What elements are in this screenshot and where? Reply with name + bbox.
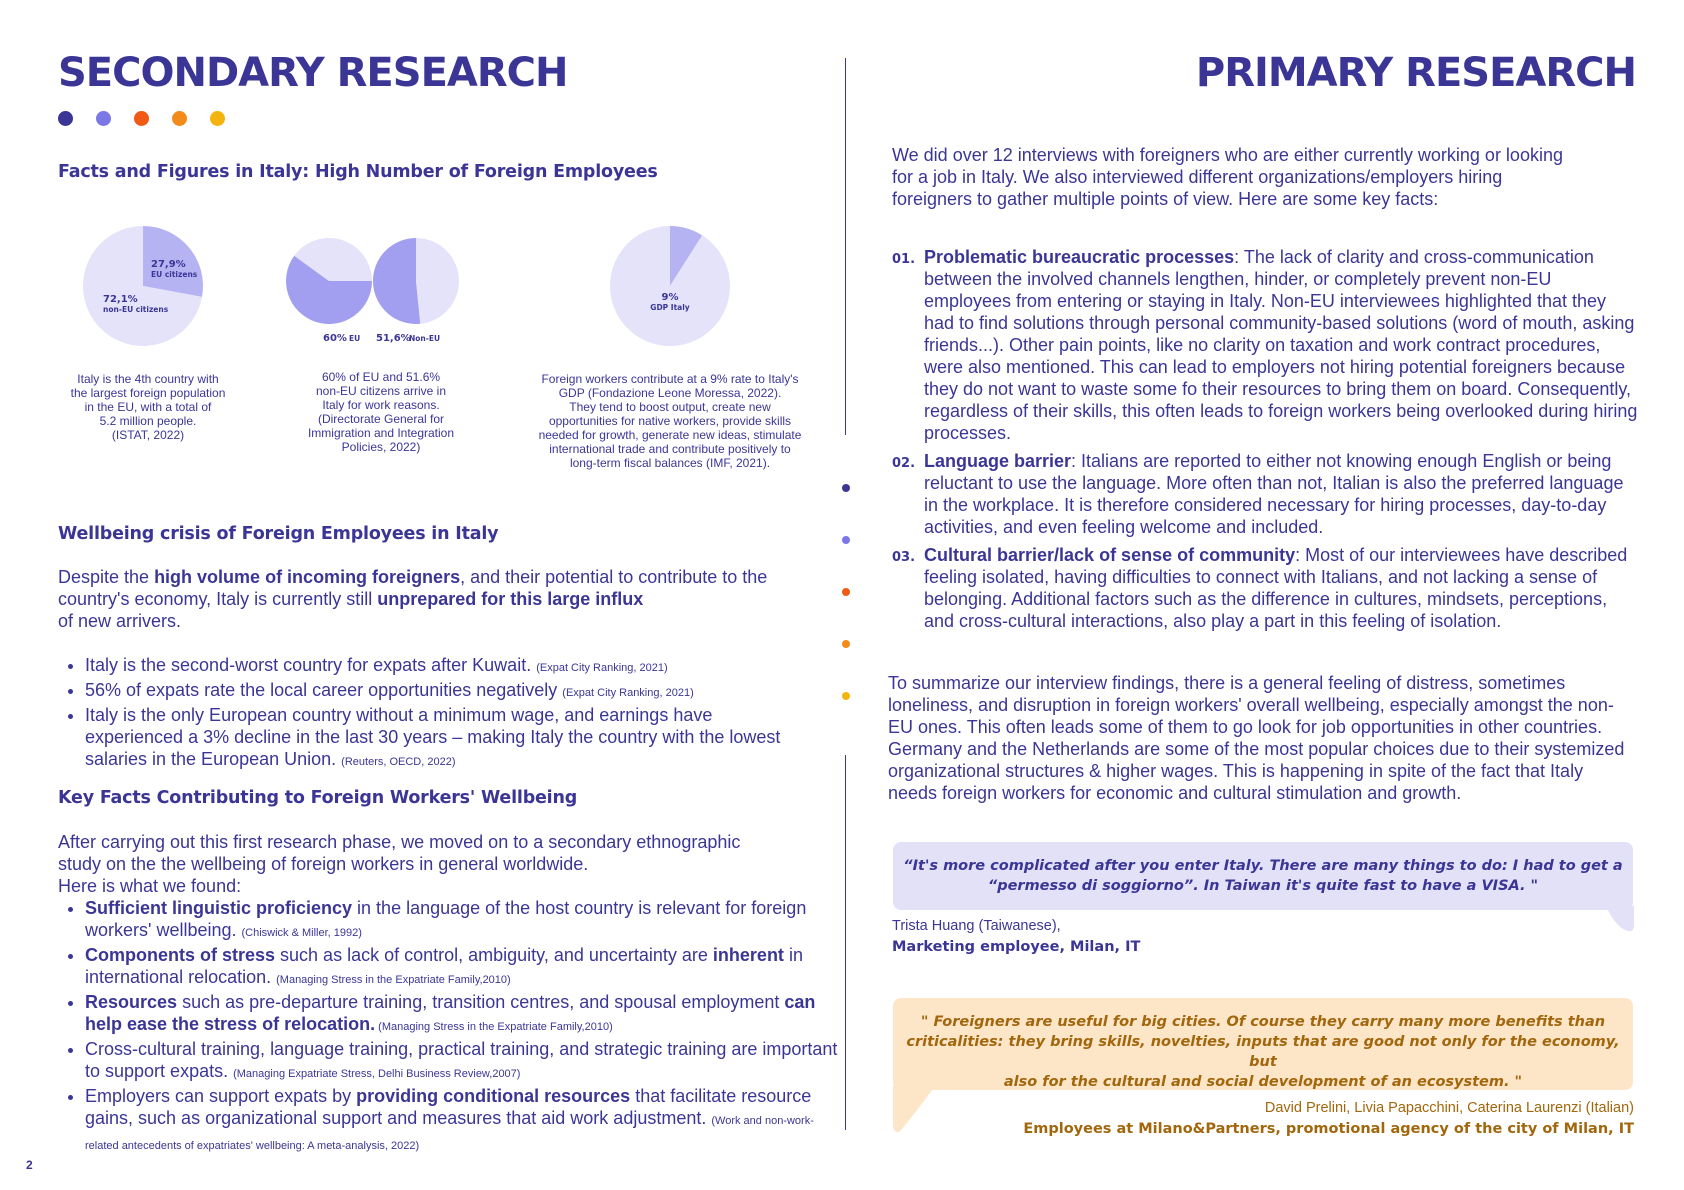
keyfacts-intro: After carrying out this first research phase, we moved on to a secondary ethnographic study on the the wellbeing of foreign workers in general worldwide. Here is what we found: [58,832,741,896]
keyfacts-bullets [58,897,838,1157]
list-item: • Cross-cultural training, language training, practical training, and strategic training are important to support expats. (Managing Expatriate Stress, Delhi Business Review,2007) [85,1038,838,1085]
pie-label-noneu-name: non-EU citizens [103,305,169,314]
divider-dot [842,484,850,492]
list-item: 01. Problematic bureaucratic processes: The lack of clarity and cross-communication between the involved channels lengthen, hinder, or completely prevent non-EU employees from entering or staying in Italy. Non-EU interviewees highlighted that they had to find solutions through personal community-based solutions (word of mouth, asking friends...). Other pain points, like no clarity on taxation and work contract procedures, were also mentioned. This can lead to employers not hiring potential foreigners because they do not want to waste some fo their resources to bring them on board. Consequently, regardless of their skills, this often leads to foreign workers being overlooked during hiring processes. [892,247,1638,443]
divider-top [845,58,846,435]
pie-label-noneu-value: 72,1% [103,294,138,305]
pie-label-eu-value: 27,9% [151,259,186,270]
primary-facts [892,246,1640,638]
pie-chart-non-eu [373,238,459,324]
facts-heading: Facts and Figures in Italy: High Number of Foreign Employees [58,162,658,182]
list-item: • Sufficient linguistic proficiency in the language of the host country is relevant for foreign workers' wellbeing. (Chiswick & Miller, 1992) [85,897,838,944]
quote-role-taiwanese: Marketing employee, Milan, IT [892,939,1141,955]
pie-label-60: 60% [323,333,347,344]
quote-tail-italian [893,1086,935,1134]
color-dot [172,111,187,126]
divider-dot [842,536,850,544]
wellbeing-bullets [58,654,798,773]
pie-label-516: 51,6% [376,333,411,344]
list-item: • Resources such as pre-departure training, transition centres, and spousal employment can help ease the stress of relocation. (Managing Stress in the Expatriate Family,2010) [85,991,838,1038]
pie-slice [416,238,459,324]
list-item: • Components of stress such as lack of control, ambiguity, and uncertainty are inherent in international relocation. (Managing Stress in the Expatriate Family,2010) [85,944,838,991]
pie-label-9: 9% [661,292,679,303]
secondary-research-title: SECONDARY RESEARCH [58,50,568,96]
color-dot [96,111,111,126]
list-item: • Italy is the only European country without a minimum wage, and earnings have experienced a 3% decline in the last 30 years – making Italy the country with the lowest salaries in the European Union. (Reuters, OECD, 2022) [85,704,798,773]
quote-author-italian: David Prelini, Livia Papacchini, Caterina Laurenzi (Italian) [1264,1100,1634,1116]
caption-foreign-population: Italy is the 4th country with the largest foreign population in the EU, with a total of 5.2 million people. (ISTAT, 2022) [70,372,226,442]
keyfacts-heading: Key Facts Contributing to Foreign Workers' Wellbeing [58,788,578,808]
primary-research-title: PRIMARY RESEARCH [1195,50,1636,96]
pie-label-noneu-title: Non-EU [409,334,441,343]
pie-chart-foreign-population [83,226,203,346]
wellbeing-heading: Wellbeing crisis of Foreign Employees in Italy [58,524,499,544]
pie-chart-eu [286,238,372,324]
pie-slice [373,238,420,324]
wellbeing-paragraph: Despite the high volume of incoming foreigners, and their potential to contribute to the country's economy, Italy is currently still unprepared for this large influx of new arrivers. [58,567,768,631]
quote-author-taiwanese: Trista Huang (Taiwanese), [892,918,1061,934]
list-item: 03. Cultural barrier/lack of sense of community: Most of our interviewees have described feeling isolated, having difficulties to connect with Italians, and not lacking a sense of belonging. Additional factors such as the difference in cultures, mindsets, perceptions, and cross-cultural interactions, also play a part in this feeling of isolation. [892,545,1628,631]
primary-intro: We did over 12 interviews with foreigners who are either currently working or looking for a job in Italy. We also interviewed different organizations/employers hiring foreigners to gather multiple points of view. Here are some key facts: [892,145,1563,209]
divider-dot [842,640,850,648]
primary-summary: To summarize our interview findings, there is a general feeling of distress, sometimes loneliness, and disruption in foreign workers' overall wellbeing, especially amongst the non-EU ones. This often leads some of them to go look for job opportunities in other countries. Germany and the Netherlands are some of the most popular choices due to their systemized organizational structures & higher wages. This is happening in spite of the fact that Italy needs foreign workers for economic and cultural stimulation and growth. [888,673,1625,803]
page-number: 2 [26,1158,33,1172]
color-dot [58,111,73,126]
pie-chart-gdp [610,226,730,346]
quote-role-italian: Employees at Milano&Partners, promotional agency of the city of Milan, IT [1023,1121,1634,1137]
divider-dot [842,692,850,700]
list-item: • Employers can support expats by providing conditional resources that facilitate resource gains, such as organizational support and measures that aid work adjustment. (Work and non-work-related antecedents of expatriates' wellbeing: A meta-analysis, 2022) [85,1085,838,1157]
color-dot [134,111,149,126]
pie-charts [60,215,840,350]
pie-label-gdp: GDP Italy [650,303,690,312]
caption-gdp: Foreign workers contribute at a 9% rate to Italy's GDP (Fondazione Leone Moressa, 2022). They tend to boost output, create new opportunities for native workers, provide skills needed for growth, generate new ideas, stimulate international trade and contribute positively to long-term fiscal balances (IMF, 2021). [538,372,802,470]
quote-card-italian: " Foreigners are useful for big cities. Of course they carry many more benefits than criticalities: they bring skills, novelties, inputs that are good not only for the economy, but also for the cultural and social development of an ecosystem. " [893,998,1633,1090]
list-item: 02. Language barrier: Italians are reported to either not knowing enough English or being reluctant to use the language. More often than not, Italian is also the preferred language in the workplace. It is therefore considered necessary for hiring processes, day-to-day activities, and even feeling welcome and included. [892,451,1624,537]
pie-label-eu-title: EU [349,334,361,343]
divider-dot [842,588,850,596]
pie-label-eu-name: EU citizens [151,270,198,279]
color-dot [210,111,225,126]
list-item: • 56% of expats rate the local career opportunities negatively (Expat City Ranking, 2021) [85,679,798,704]
quote-card-taiwanese: “It's more complicated after you enter Italy. There are many things to do: I had to get a “permesso di soggiorno”. In Taiwan it's quite fast to have a VISA. " [893,842,1633,910]
quote-tail-taiwanese [1606,906,1634,932]
divider-bottom [845,755,846,1130]
caption-work-reasons: 60% of EU and 51.6% non-EU citizens arrive in Italy for work reasons. (Directorate General for Immigration and Integration Policies, 2022) [307,370,455,454]
list-item: • Italy is the second-worst country for expats after Kuwait. (Expat City Ranking, 2021) [85,654,798,679]
